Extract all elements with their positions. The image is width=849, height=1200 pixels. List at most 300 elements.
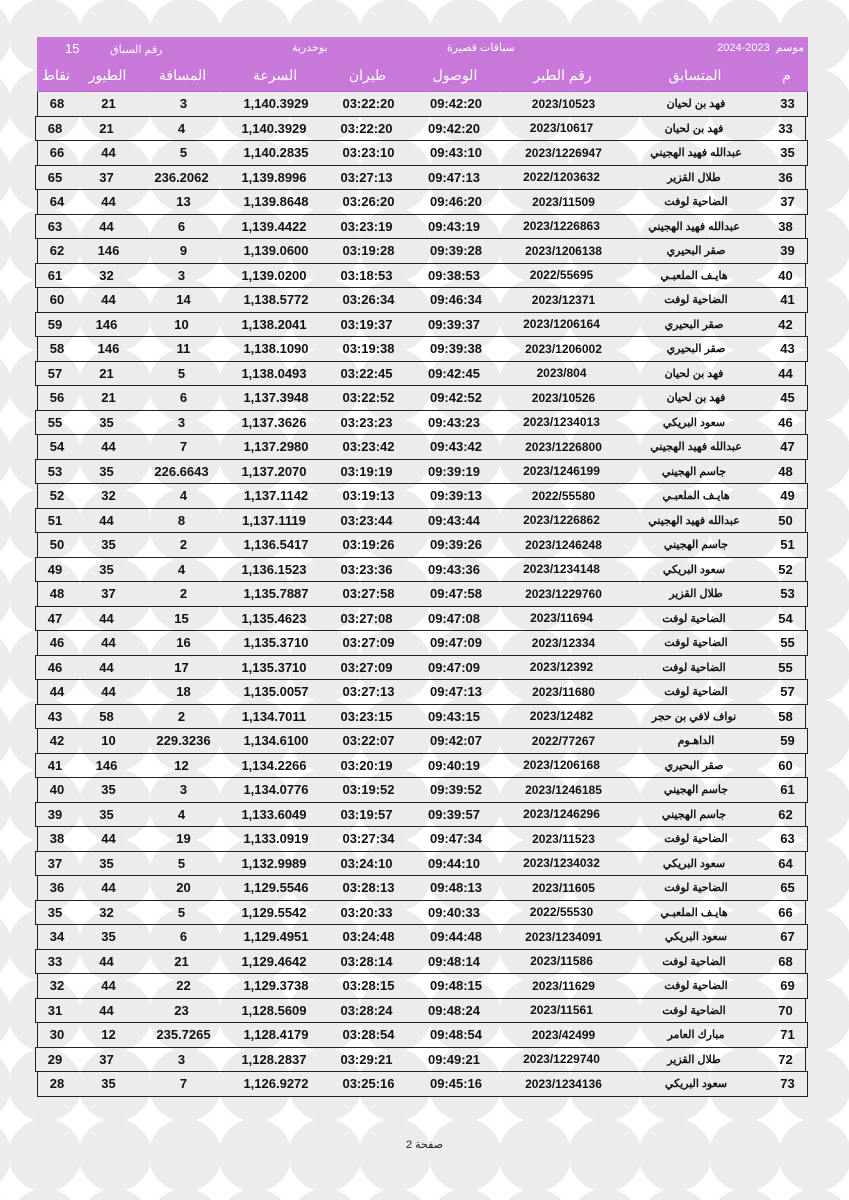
cell-arrival: 09:48:13 [429,880,483,896]
cell-rank: 58 [778,708,793,724]
cell-arrival: 09:48:15 [429,978,483,994]
table-row [35,851,806,877]
cell-name: الضاحية لوفت [662,612,726,625]
cell-ring-number: 2022/1203632 [523,170,600,185]
cell-rank: 66 [778,904,793,920]
cell-rank: 42 [778,316,793,332]
table-row [35,1047,806,1073]
col-competitor: المتسابق [668,67,722,83]
cell-birds: 146 [95,757,118,773]
cell-speed: 1,139.0600 [243,243,309,259]
col-rank: م [782,67,791,83]
cell-ring-number: 2023/1246199 [523,464,600,479]
cell-speed: 1,133.6049 [241,806,307,822]
cell-birds: 35 [99,463,114,479]
cell-rank: 71 [780,1027,795,1043]
cell-arrival: 09:47:34 [429,831,483,847]
cell-distance: 6 [177,218,186,234]
cell-name: مبارك العامر [667,1029,725,1042]
cell-speed: 1,138.2041 [241,316,307,332]
cell-distance: 11 [176,341,191,357]
cell-points: 36 [49,880,65,896]
cell-arrival: 09:43:44 [427,512,481,528]
cell-ring-number: 2023/1206164 [523,317,600,332]
cell-rank: 53 [780,586,795,602]
cell-speed: 1,137.1142 [243,488,309,504]
table-row [37,91,808,117]
cell-speed: 1,138.5772 [243,292,309,308]
cell-arrival: 09:39:28 [429,243,483,259]
cell-points: 61 [47,267,63,283]
cell-speed: 1,135.3710 [241,659,307,675]
cell-birds: 44 [101,684,116,700]
cell-points: 44 [49,684,65,700]
cell-rank: 46 [778,414,793,430]
cell-ring-number: 2022/55695 [529,268,594,283]
cell-birds: 21 [99,120,114,136]
table-row [35,165,806,191]
cell-arrival: 09:49:21 [427,1051,481,1067]
cell-rank: 44 [778,365,793,381]
col-flight: طيران [348,67,387,83]
cell-birds: 146 [95,316,118,332]
cell-speed: 1,140.3929 [243,96,309,112]
table-row [37,581,808,607]
cell-arrival: 09:43:36 [427,561,481,577]
cell-rank: 69 [780,978,795,994]
cell-name: طلال القزير [667,1053,721,1066]
cell-ring-number: 2023/10523 [531,96,596,111]
cell-flight: 03:28:13 [342,880,395,896]
cell-birds: 44 [101,831,116,847]
cell-birds: 32 [99,904,114,920]
cell-points: 53 [47,463,63,479]
cell-speed: 1,129.5546 [243,880,309,896]
table-row [37,532,808,558]
cell-speed: 1,139.0200 [241,267,307,283]
col-speed: السرعة [252,67,298,83]
cell-name: هايـف الملعبـي [660,269,728,282]
cell-name: سعود البريكي [662,857,726,870]
cell-rank: 47 [780,439,795,455]
cell-flight: 03:27:13 [340,169,393,185]
cell-speed: 1,134.7011 [241,708,307,724]
cell-arrival: 09:46:20 [429,194,483,210]
cell-speed: 1,134.2266 [241,757,307,773]
cell-name: جاسم الهجيني [663,784,729,797]
cell-ring-number: 2023/12334 [531,635,596,650]
cell-arrival: 09:47:09 [427,659,481,675]
cell-rank: 39 [780,243,795,259]
cell-flight: 03:23:44 [340,512,393,528]
cell-arrival: 09:42:07 [429,733,483,749]
cell-distance: 12 [174,757,189,773]
cell-speed: 1,126.9272 [243,1076,309,1092]
cell-birds: 44 [99,953,114,969]
cell-flight: 03:19:26 [342,537,395,553]
cell-arrival: 09:39:37 [427,316,481,332]
table-row [37,434,808,460]
cell-ring-number: 2023/1206002 [525,341,602,356]
cell-ring-number: 2023/1234032 [523,856,600,871]
table-row [35,900,806,926]
cell-arrival: 09:43:19 [427,218,481,234]
cell-flight: 03:19:37 [340,316,393,332]
cell-name: جاسم الهجيني [663,539,729,552]
cell-birds: 44 [99,1002,114,1018]
cell-points: 62 [49,243,65,259]
cell-distance: 6 [179,390,188,406]
season-label: موسم [775,42,804,54]
table-body [37,91,808,1097]
cell-flight: 03:19:19 [340,463,393,479]
cell-points: 65 [47,169,63,185]
cell-birds: 44 [101,978,116,994]
cell-name: نواف لافي بن حجر [651,710,737,723]
cell-birds: 44 [101,194,116,210]
cell-birds: 44 [101,439,116,455]
cell-points: 58 [49,341,65,357]
cell-speed: 1,138.0493 [241,365,307,381]
table-row [35,116,806,142]
cell-arrival: 09:44:10 [427,855,481,871]
cell-name: الداهـوم [677,735,715,748]
cell-points: 34 [49,929,65,945]
cell-rank: 62 [778,806,793,822]
cell-speed: 1,134.0776 [243,782,309,798]
cell-points: 66 [49,145,65,161]
cell-flight: 03:22:07 [342,733,395,749]
cell-speed: 1,139.8648 [243,194,309,210]
cell-arrival: 09:43:15 [427,708,481,724]
cell-points: 33 [47,953,63,969]
cell-ring-number: 2023/11509 [532,194,595,209]
cell-name: عبدالله فهيد الهجيني [648,220,740,233]
cell-name: سعود البريكي [662,416,726,429]
table-row [37,385,808,411]
cell-points: 59 [47,316,63,332]
cell-ring-number: 2023/804 [536,366,587,381]
cell-flight: 03:24:10 [340,855,393,871]
cell-points: 39 [47,806,63,822]
cell-flight: 03:29:21 [340,1051,393,1067]
table-row [37,336,808,362]
cell-distance: 2 [179,537,188,553]
cell-ring-number: 2023/11561 [530,1003,593,1018]
table-row [37,238,808,264]
cell-name: عبدالله فهيد الهجيني [648,514,740,527]
cell-points: 46 [47,659,63,675]
cell-flight: 03:19:28 [342,243,395,259]
cell-ring-number: 2023/1246248 [525,537,602,552]
cell-ring-number: 2022/77267 [531,733,596,748]
cell-rank: 40 [778,267,793,283]
cell-arrival: 09:48:14 [427,953,481,969]
cell-name: صقر البحيري [666,245,726,258]
season-value: 2023-2024 [717,42,770,54]
cell-arrival: 09:48:54 [429,1027,483,1043]
cell-name: سعود البريكي [664,931,728,944]
cell-rank: 57 [780,684,795,700]
cell-flight: 03:20:19 [340,757,393,773]
cell-birds: 44 [99,610,114,626]
cell-birds: 37 [101,586,116,602]
cell-distance: 229.3236 [156,733,211,749]
cell-ring-number: 2023/42499 [531,1027,596,1042]
cell-distance: 16 [176,635,191,651]
table-row [37,189,808,215]
cell-distance: 3 [177,414,186,430]
cell-rank: 60 [778,757,793,773]
cell-distance: 7 [179,1076,188,1092]
cell-rank: 52 [778,561,793,577]
cell-arrival: 09:47:13 [429,684,483,700]
cell-rank: 65 [780,880,795,896]
results-sheet [37,37,808,1097]
table-row [35,802,806,828]
cell-flight: 03:23:15 [340,708,393,724]
cell-name: عبدالله فهيد الهجيني [650,147,742,160]
cell-points: 31 [47,1002,63,1018]
cell-distance: 5 [177,904,186,920]
cell-flight: 03:23:10 [342,145,395,161]
cell-points: 35 [47,904,63,920]
cell-distance: 5 [177,365,186,381]
cell-birds: 10 [101,733,116,749]
cell-ring-number: 2023/11629 [532,978,595,993]
cell-speed: 1,138.1090 [243,341,309,357]
cell-ring-number: 2023/11694 [530,611,593,626]
cell-distance: 3 [179,782,188,798]
cell-distance: 7 [179,439,188,455]
cell-speed: 1,135.0057 [243,684,309,700]
cell-name: الضاحية لوفت [664,980,728,993]
cell-points: 51 [47,512,63,528]
cell-speed: 1,137.3948 [243,390,309,406]
race-number-label: رقم السباق [110,44,163,56]
cell-points: 60 [49,292,65,308]
cell-distance: 4 [179,488,188,504]
cell-birds: 44 [101,880,116,896]
cell-rank: 68 [778,953,793,969]
table-row [37,777,808,803]
race-type: سباقات قصيرة [447,42,515,54]
cell-flight: 03:18:53 [340,267,393,283]
col-arrival: الوصول [432,67,478,83]
cell-speed: 1,128.5609 [241,1002,307,1018]
cell-distance: 2 [179,586,188,602]
cell-ring-number: 2023/1246185 [525,782,602,797]
cell-flight: 03:27:08 [340,610,393,626]
cell-name: فهد بن لحيان [666,392,726,405]
cell-arrival: 09:39:38 [429,341,483,357]
cell-ring-number: 2023/11680 [532,684,595,699]
cell-arrival: 09:42:20 [429,96,483,112]
cell-name: سعود البريكي [664,1078,728,1091]
cell-name: فهد بن لحيان [664,122,724,135]
cell-name: هايـف الملعبـي [660,906,728,919]
cell-distance: 226.6643 [154,463,209,479]
cell-rank: 54 [778,610,793,626]
cell-flight: 03:23:19 [340,218,393,234]
cell-points: 52 [49,488,65,504]
cell-flight: 03:28:15 [342,978,395,994]
cell-birds: 58 [99,708,114,724]
cell-ring-number: 2023/12392 [529,660,594,675]
cell-birds: 35 [99,561,114,577]
cell-birds: 35 [101,1076,116,1092]
cell-name: الضاحية لوفت [664,637,728,650]
cell-birds: 35 [101,782,116,798]
cell-rank: 51 [780,537,795,553]
cell-speed: 1,135.4623 [241,610,307,626]
cell-arrival: 09:47:08 [427,610,481,626]
cell-points: 41 [47,757,63,773]
cell-distance: 6 [179,929,188,945]
race-number [65,41,162,56]
cell-name: عبدالله فهيد الهجيني [650,441,742,454]
cell-ring-number: 2023/1226947 [525,145,602,160]
cell-name: طلال القزير [669,588,723,601]
cell-rank: 37 [780,194,795,210]
cell-ring-number: 2022/55580 [531,488,596,503]
cell-ring-number: 2023/1234148 [523,562,600,577]
cell-points: 29 [47,1051,63,1067]
cell-arrival: 09:40:33 [427,904,481,920]
cell-distance: 8 [177,512,186,528]
table-row [37,679,808,705]
cell-flight: 03:28:24 [340,1002,393,1018]
cell-flight: 03:27:09 [340,659,393,675]
cell-speed: 1,129.5542 [241,904,307,920]
cell-ring-number: 2023/1234136 [525,1076,602,1091]
cell-arrival: 09:38:53 [427,267,481,283]
cell-distance: 3 [177,267,186,283]
cell-name: الضاحية لوفت [664,833,728,846]
cell-arrival: 09:47:09 [429,635,483,651]
cell-name: صقر البحيري [666,343,726,356]
cell-birds: 35 [99,855,114,871]
season [717,41,804,54]
cell-points: 68 [47,120,63,136]
cell-rank: 36 [778,169,793,185]
table-row [35,459,806,485]
location: بوحدرية [292,42,328,54]
table-row [37,1071,808,1097]
cell-rank: 70 [778,1002,793,1018]
cell-rank: 41 [780,292,795,308]
cell-arrival: 09:39:13 [429,488,483,504]
cell-birds: 32 [99,267,114,283]
cell-birds: 37 [99,169,114,185]
cell-name: صقر البحيري [664,759,724,772]
cell-speed: 1,137.2070 [241,463,307,479]
cell-ring-number: 2023/11605 [532,880,595,895]
table-row [37,973,808,999]
cell-speed: 1,135.7887 [243,586,309,602]
cell-rank: 33 [780,96,795,112]
cell-points: 42 [49,733,65,749]
table-row [37,924,808,950]
cell-arrival: 09:40:19 [427,757,481,773]
cell-distance: 5 [179,145,188,161]
cell-birds: 35 [101,537,116,553]
cell-speed: 1,139.4422 [241,218,307,234]
cell-points: 30 [49,1027,65,1043]
cell-rank: 55 [778,659,793,675]
table-row [37,1022,808,1048]
cell-name: جاسم الهجيني [661,465,727,478]
cell-flight: 03:24:48 [342,929,395,945]
cell-speed: 1,136.1523 [241,561,307,577]
cell-ring-number: 2023/1226800 [525,439,602,454]
cell-name: هايـف الملعبـي [662,490,730,503]
table-row [35,606,806,632]
cell-distance: 235.7265 [156,1027,211,1043]
cell-distance: 5 [177,855,186,871]
cell-distance: 23 [174,1002,189,1018]
cell-distance: 3 [179,96,188,112]
cell-rank: 35 [780,145,795,161]
cell-arrival: 09:45:16 [429,1076,483,1092]
cell-ring-number: 2023/1206168 [523,758,600,773]
table-row [35,410,806,436]
cell-birds: 44 [101,635,116,651]
cell-name: جاسم الهجيني [661,808,727,821]
cell-name: صقر البحيري [664,318,724,331]
cell-ring-number: 2023/12371 [531,292,596,307]
cell-name: الضاحية لوفت [662,955,726,968]
cell-speed: 1,140.3929 [241,120,307,136]
cell-name: الضاحية لوفت [662,1004,726,1017]
cell-name: الضاحية لوفت [664,882,728,895]
cell-name: فهد بن لحيان [664,367,724,380]
cell-ring-number: 2023/10617 [529,121,594,136]
cell-rank: 45 [780,390,795,406]
cell-rank: 61 [780,782,795,798]
cell-flight: 03:26:20 [342,194,395,210]
cell-speed: 1,129.4951 [243,929,309,945]
cell-ring-number: 2023/1206138 [525,243,602,258]
table-row [37,483,808,509]
cell-points: 32 [49,978,65,994]
cell-points: 55 [47,414,63,430]
cell-points: 46 [49,635,65,651]
cell-arrival: 09:44:48 [429,929,483,945]
cell-birds: 21 [101,390,116,406]
cell-birds: 44 [99,659,114,675]
cell-distance: 236.2062 [154,169,209,185]
cell-arrival: 09:48:24 [427,1002,481,1018]
cell-birds: 21 [99,365,114,381]
cell-flight: 03:20:33 [340,904,393,920]
table-row [35,998,806,1024]
cell-arrival: 09:43:42 [429,439,483,455]
table-row [37,875,808,901]
cell-ring-number: 2023/1229760 [525,586,602,601]
cell-distance: 18 [176,684,191,700]
col-birds: الطيور [88,67,127,83]
cell-points: 40 [49,782,65,798]
cell-rank: 49 [780,488,795,504]
cell-flight: 03:22:45 [340,365,393,381]
cell-flight: 03:27:34 [342,831,395,847]
cell-distance: 17 [174,659,189,675]
table-row [35,753,806,779]
cell-birds: 12 [101,1027,116,1043]
cell-birds: 146 [97,341,120,357]
cell-rank: 48 [778,463,793,479]
